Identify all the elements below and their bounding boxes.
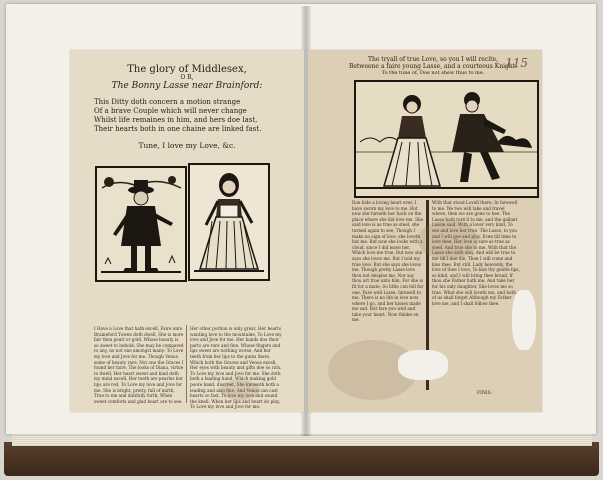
column-divider [186, 325, 187, 403]
woodcut-woman [188, 163, 270, 281]
left-broadside [70, 50, 304, 412]
book [4, 2, 599, 478]
paper-loss [512, 290, 536, 350]
paper-loss [398, 350, 448, 380]
tune-line: Tune, I love my Love, &c. [138, 141, 236, 150]
title-line-1: The glory of Middlesex, [127, 64, 247, 75]
intro-verse [94, 98, 294, 134]
ballad-column-1: I Have a Love that hath excell, Faire unto Braineford Towne doth dwell, She is more fair then pearl or gold, Whose beauty is so sweet to behold: She may be compared to any, no not one amongst many: To Love my love and Jove for me. Though Venus some of beauty rare, Not one the Graces I found her faire, The looks of Diana, virtue to dwell, Her heart sweet and kind doth my mind excell, Her teeth are pearles her lips are red, To Love my love and Jove for me. She is bright, pretty, full of mirth, True to me and dutifully forth, When sweet comforts and glad heart are to see. [94, 326, 184, 404]
header-line-3: To the tune of, Doe not shew thus to me. [381, 70, 485, 76]
woodcut-couple [354, 80, 539, 198]
finis-footer: FINIS. [477, 391, 492, 396]
paper-stain [418, 220, 478, 260]
verse-line: Of a brave Couple which will never change [94, 107, 247, 115]
album-page [6, 4, 596, 434]
ballad-column-2: With that stood Lovell there, In farewell to me. We two will take and travel where, then we are gone to bee. The Lasse hath turn'd to me, and the gallant Lassie said, With a lover very kind, To see and love her true. The Lasse, to you and I will goe and play, Even till time to love thee, Her love is sure as true as steel, And true she to me. With that the Lasse she doth stay, And will be true to me till I doe die, Then I will come and kiss thee. But still, Lady heavenly, the love of thee I love, To kiss thy gentle lips, so kind, and I will bring thee bread. If thou she Father hath me, And take her for his only daughter, She loves me so true. What she will loveth me, and both of us shall forget Although my Father love me, and I shall follow thee. [432, 200, 520, 306]
header-line-2: Betweene a faire young Lasse, and a courteous Knight. [348, 63, 518, 70]
verse-line: Their hearts both in one chaine are linked fast. [94, 125, 262, 133]
woodcut-man [95, 166, 187, 282]
page-number: 115 [505, 56, 528, 70]
paper-stain [220, 380, 260, 400]
verse-line: Whilst life remaines in him, and hers doe last, [94, 116, 258, 124]
ballad-column-1: Doe hide a loving heart ever, I have sworn my love to me. But now she turneth her back on the place where she did love me. She said love is as true as steel, she turned again to see, Though I make no sign of love, she loveth but me. But now she looks with a cloud, since I did leave her, Which love me true, But now she says she loves me. But I told my true love, But she says she loves me. Though pretty Lasse love thou not despise me, Nor say thou art true unto him, For she is fit for a mate, So little can tell for one. Fare well Lasse, farewell to me. There is no life in love now where I go, and her kisses made me sad. But fare you well and take your heart. Now thinke on me. [352, 200, 424, 323]
header-line-1: The tryall of true Love, so you I will recite, [367, 56, 499, 63]
verse-line: This Ditty doth concern a motion strange [94, 98, 241, 106]
title-or: O R, [180, 74, 194, 81]
book-cover [4, 442, 599, 476]
ballad-column-2: Her other portion is only great, Her hearts wanting love to the mountaine, To Love my love and Jove for me. Her hands doe their parts are rare and fine, Whose fingers and lips sweet are nothing worse, And her teeth from her lips to the gums there, Which both the Graces and Venus excell, Her eyes with beauty and gifts doe so rich, To Love my love and Jove for me. She doth both a leading hand, Which making gold poore hand, discreet, She knoweth both a leading and also fine, And Venus can cast hearts so fast, To love my love and sound the knell. When her lips and heart do play, To Love my love and Jove for me. [190, 326, 282, 410]
right-broadside [308, 50, 542, 412]
title-line-2: The Bonny Lasse near Brainford: [111, 81, 263, 91]
